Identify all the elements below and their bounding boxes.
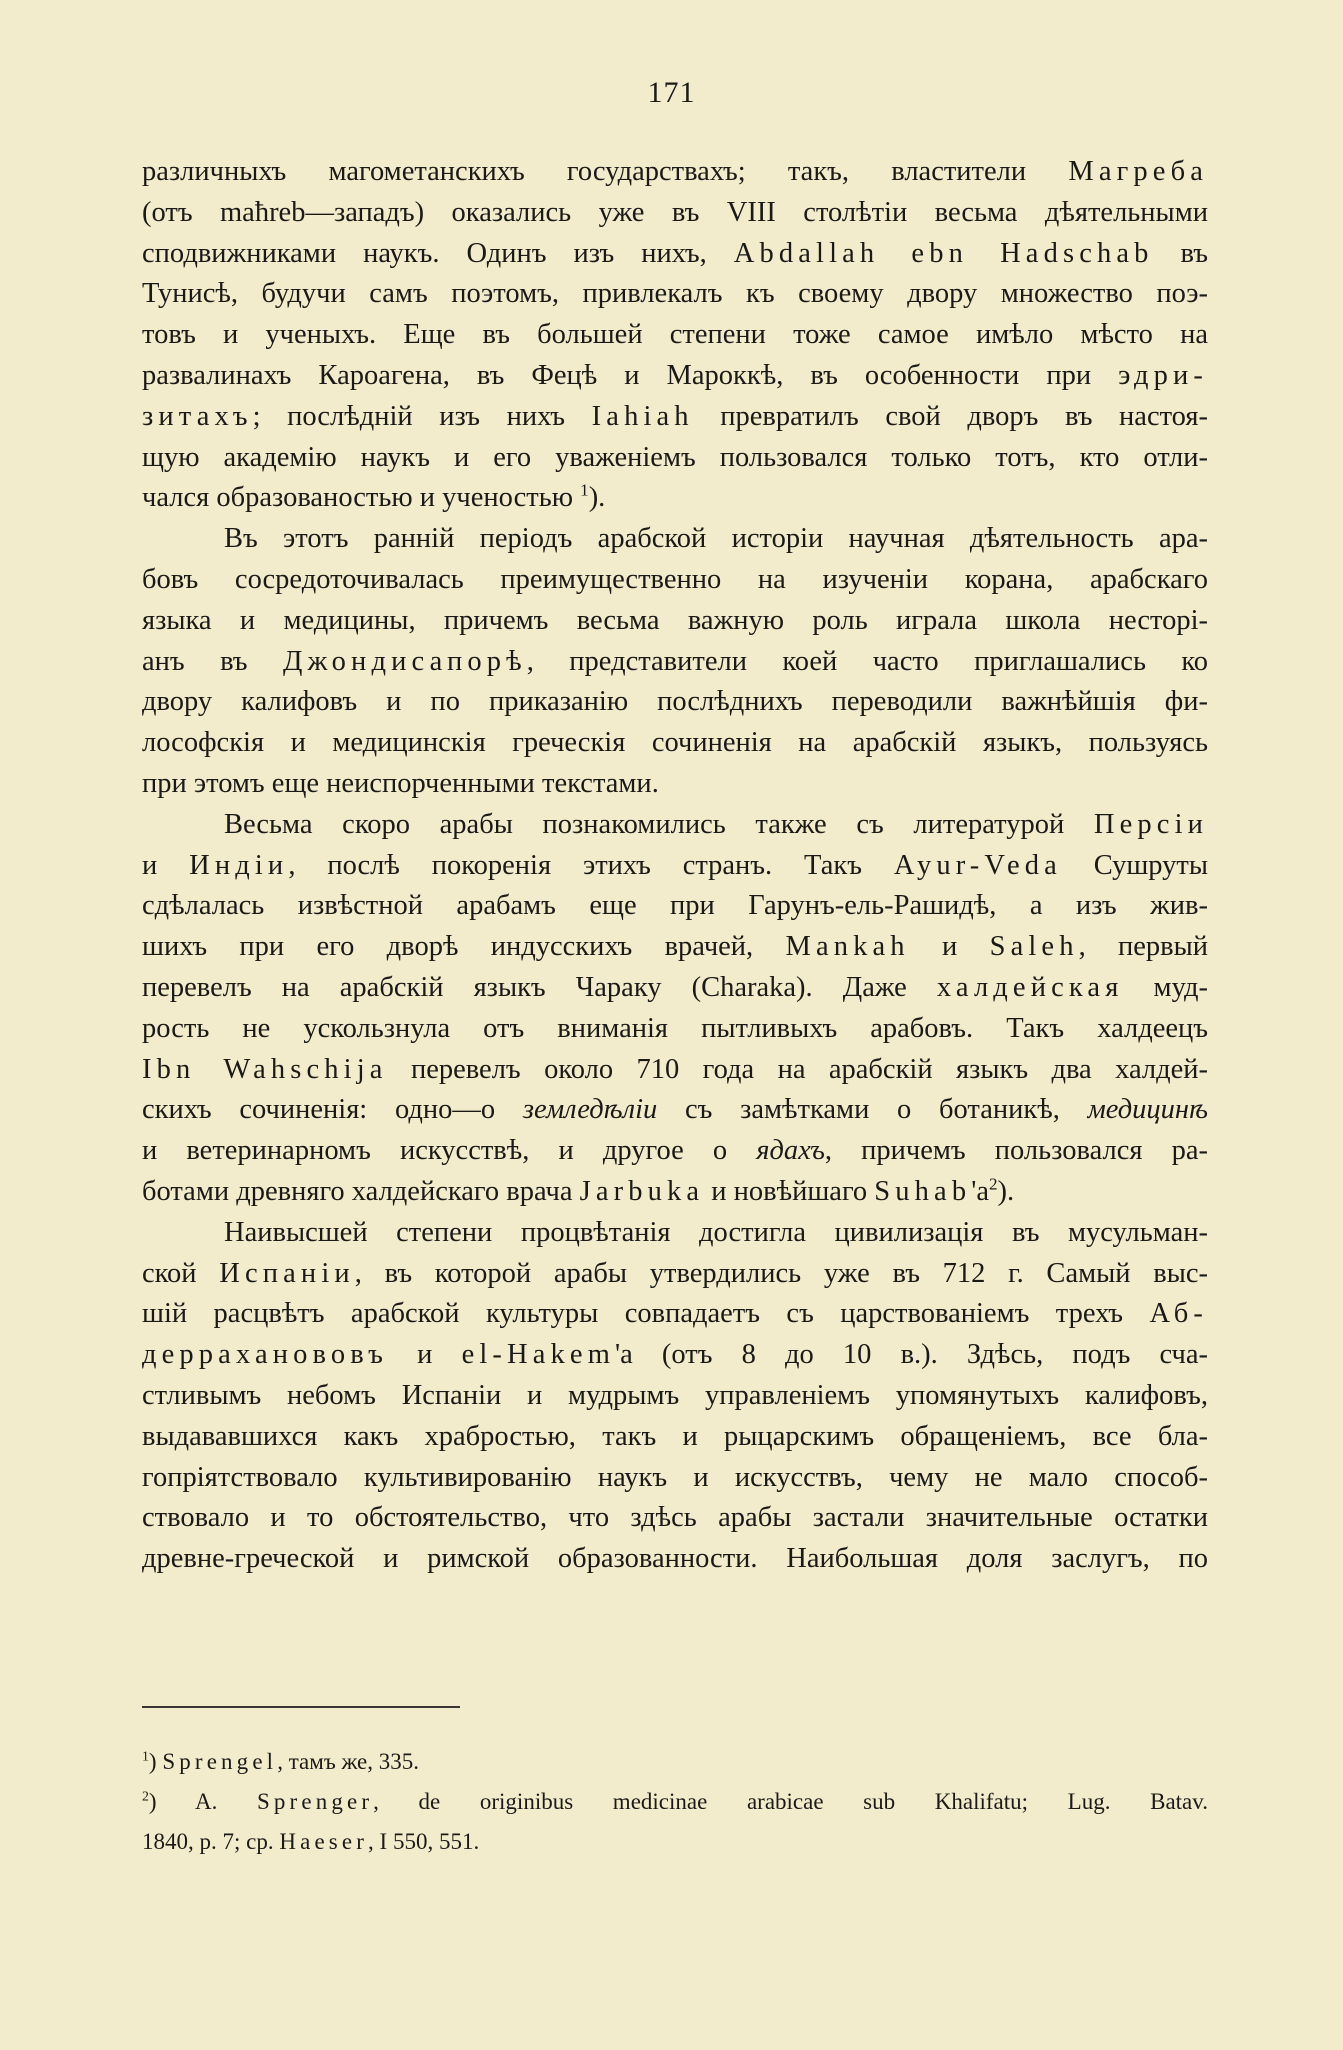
text-line: перевелъ на арабскій языкъ Чараку (Charaka). Даже халдейская муд- [142,971,1209,1003]
text-line: развалинахъ Кароагена, въ Фецѣ и Мароккѣ, въ особенности при эдри- [142,359,1208,391]
page-number: 171 [647,76,696,109]
text-line: языка и медицины, причемъ весьма важную роль играла школа несторі- [142,604,1208,636]
text-line: стливымъ небомъ Испаніи и мудрымъ управленіемъ упомянутыхъ калифовъ, [142,1379,1208,1411]
text-line: рость не ускользнула отъ вниманія пытливыхъ арабовъ. Такъ халдеецъ [142,1012,1208,1044]
text-line: Ibn Wahschija перевелъ около 710 года на арабскій языкъ два халдей- [142,1053,1208,1085]
text-line: ской Испаніи, въ которой арабы утвердились уже въ 712 г. Самый выс- [142,1257,1208,1289]
text-line: шій расцвѣтъ арабской культуры совпадаетъ съ царствованіемъ трехъ Аб- [142,1298,1209,1330]
text-line: гопріятствовало культивированію наукъ и искусствъ, чему не мало способ- [142,1461,1208,1493]
text-line: различныхъ магометанскихъ государствахъ; такъ, властители Магреба [142,156,1208,187]
text-line: чался образованостью и ученостью $^1$). [142,480,606,514]
footnote-2-continued: 1840, p. 7; ср. Haeser, I 550, 551. [142,1829,480,1854]
text-line: Весьма скоро арабы познакомились также съ литературой Персіи [224,808,1209,840]
footnote-1: $^1$) Sprengel, тамъ же, 335. [142,1748,420,1774]
text-line: лософскія и медицинскія греческія сочиненія на арабскій языкъ, пользуясь [142,727,1208,759]
footnotes [142,1742,1208,1862]
text-line: бовъ сосредоточивалась преимущественно на изученіи корана, арабскаго [142,563,1208,595]
text-line: сподвижниками наукъ. Одинъ изъ нихъ, Abdallah ebn Hadschab въ [142,237,1209,269]
text-line: ствовало и то обстоятельство, что здѣсь арабы застали значительные остатки [142,1502,1208,1534]
text-line: щую академію наукъ и его уваженіемъ пользовался только тотъ, кто отли- [142,441,1208,473]
text-line: дерраханововъ и el-Hakem'а (отъ 8 до 10 в.). Здѣсь, подъ сча- [142,1339,1209,1371]
text-line: зитахъ; послѣдній изъ нихъ Iahiah превратилъ свой дворъ въ настоя- [142,400,1208,432]
footnote-divider [142,1706,460,1708]
text-line: Наивысшей степени процвѣтанія достигла цивилизація въ мусульман- [224,1216,1208,1248]
body-text [142,152,1208,1580]
text-line: древне-греческой и римской образованности. Наибольшая доля заслугъ, по [142,1543,1208,1575]
text-line: анъ въ Джондисапорѣ, представители коей часто приглашались ко [142,645,1209,677]
text-line: товъ и ученыхъ. Еще въ большей степени тоже самое имѣло мѣсто на [142,319,1208,351]
footnote-2: $^2$) A. Sprenger, de originibus medicinae arabicae sub Khalifatu; Lug. Batav. [142,1788,1209,1814]
footnote-ref: 1 [580,480,589,500]
text-line: ботами древняго халдейскаго врача Jarbuka и новѣйшаго $Suhab'а^2$). [142,1174,1015,1207]
text-line: и ветеринарномъ искусствѣ, и другое о ядахъ, причемъ пользовался ра- [142,1135,1208,1167]
text-line: и Индіи, послѣ покоренія этихъ странъ. Такъ Ayur-Veda Сушруты [142,849,1209,881]
text-line: Въ этотъ ранній періодъ арабской исторіи научная дѣятельность ара- [224,523,1208,555]
text-line: шихъ при его дворѣ индусскихъ врачей, Mankah и Saleh, первый [142,931,1209,963]
text-line: (отъ maħreb—западъ) оказались уже въ VIII столѣтіи весьма дѣятельными [142,196,1208,228]
text-line: скихъ сочиненія: одно—о земледѣліи съ замѣтками о ботаникѣ, медицинѣ [142,1094,1209,1126]
text-line: сдѣлалась извѣстной арабамъ еще при Гарунъ-ель-Рашидѣ, а изъ жив- [142,890,1208,922]
text-line: двору калифовъ и по приказанію послѣднихъ переводили важнѣйшія фи- [142,686,1208,718]
text-line: Тунисѣ, будучи самъ поэтомъ, привлекалъ къ своему двору множество поэ- [142,278,1208,310]
footnote-ref: 2 [989,1174,998,1194]
text-line: выдававшихся какъ храбростью, такъ и рыцарскимъ обращеніемъ, все бла- [142,1420,1208,1452]
text-line: при этомъ еще неиспорченными текстами. [142,767,659,799]
